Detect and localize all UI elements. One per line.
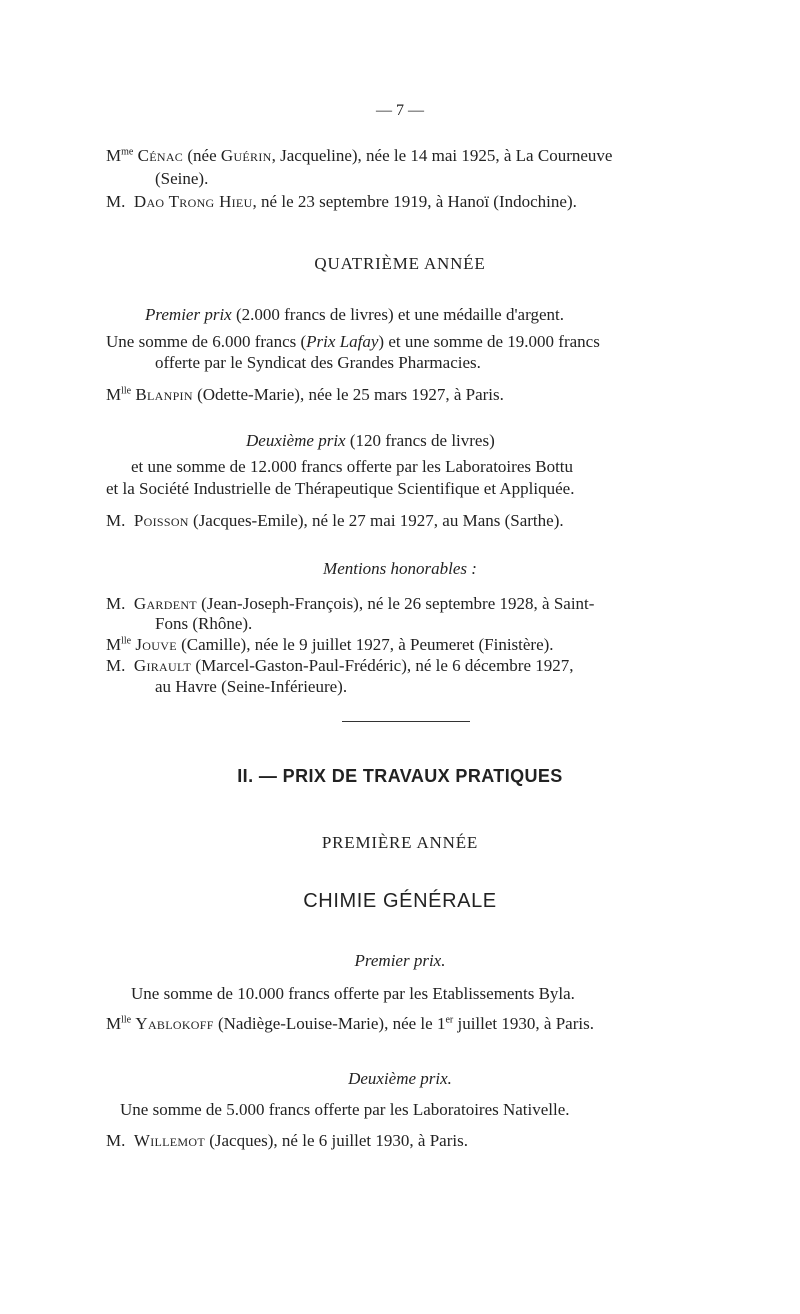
entry-cenac-cont: (Seine). xyxy=(155,169,209,188)
mention-girault-cont: au Havre (Seine-Inférieure). xyxy=(155,677,348,696)
heading-premiere-annee: PREMIÈRE ANNÉE xyxy=(321,833,479,852)
somme-line2: offerte par le Syndicat des Grandes Pharmacies. xyxy=(155,353,481,372)
section-divider xyxy=(342,721,470,722)
premier-prix-line: Premier prix (2.000 francs de livres) et une médaille d'argent. xyxy=(145,305,564,324)
premier-prix-heading: Premier prix. xyxy=(354,951,446,970)
deuxieme-prix-heading: Deuxième prix. xyxy=(348,1069,452,1088)
mentions-heading: Mentions honorables : xyxy=(323,559,477,578)
deuxieme-somme: Une somme de 5.000 francs offerte par les Laboratoires Nativelle. xyxy=(120,1100,570,1119)
surname: Dao Trong Hieu xyxy=(133,192,253,211)
mention-gardent-cont: Fons (Rhône). xyxy=(155,614,253,633)
mention-girault: M. Girault (Marcel-Gaston-Paul-Frédéric), né le 6 décembre 1927, xyxy=(106,656,574,675)
premier-somme: Une somme de 10.000 francs offerte par les Etablissements Byla. xyxy=(131,984,575,1003)
deuxieme-line3: et la Société Industrielle de Thérapeutique Scientifique et Appliquée. xyxy=(106,479,575,498)
entry-cenac: $M^{me}$ Cénac (née Guérin, Jacqueline), née le 14 mai 1925, à La Courneuve xyxy=(106,146,613,165)
laureate-poisson: M. Poisson (Jacques-Emile), né le 27 mai 1927, au Mans (Sarthe). xyxy=(106,511,564,530)
mention-gardent: M. Gardent (Jean-Joseph-François), né le 26 septembre 1928, à Saint- xyxy=(106,594,595,613)
laureate-blanpin: $M^{lle}$ Blanpin (Odette-Marie), née le 25 mars 1927, à Paris. xyxy=(106,385,504,404)
deuxieme-prix-line: Deuxième prix (120 francs de livres) xyxy=(246,431,495,450)
heading-quatrieme: QUATRIÈME ANNÉE xyxy=(314,254,486,273)
entry-dao: M. Dao Trong Hieu, né le 23 septembre 1919, à Hanoï (Indochine). xyxy=(106,192,577,211)
mention-jouve: $M^{lle}$ Jouve (Camille), née le 9 juillet 1927, à Peumeret (Finistère). xyxy=(106,635,554,654)
laureate-yablokoff: $M^{lle}$ Yablokoff (Nadiège-Louise-Marie), née le 1er juillet 1930, à Paris. xyxy=(106,1014,594,1033)
laureate-willemot: M. Willemot (Jacques), né le 6 juillet 1930, à Paris. xyxy=(106,1131,468,1150)
page-number: — 7 — xyxy=(376,102,424,119)
heading-section-2: II. — PRIX DE TRAVAUX PRATIQUES xyxy=(237,766,563,786)
deuxieme-line2: et une somme de 12.000 francs offerte par les Laboratoires Bottu xyxy=(131,457,574,476)
somme-line1: Une somme de 6.000 francs (Prix Lafay) et une somme de 19.000 francs xyxy=(106,332,600,351)
surname: Cénac xyxy=(137,146,184,165)
heading-chimie-generale: CHIMIE GÉNÉRALE xyxy=(303,890,497,912)
